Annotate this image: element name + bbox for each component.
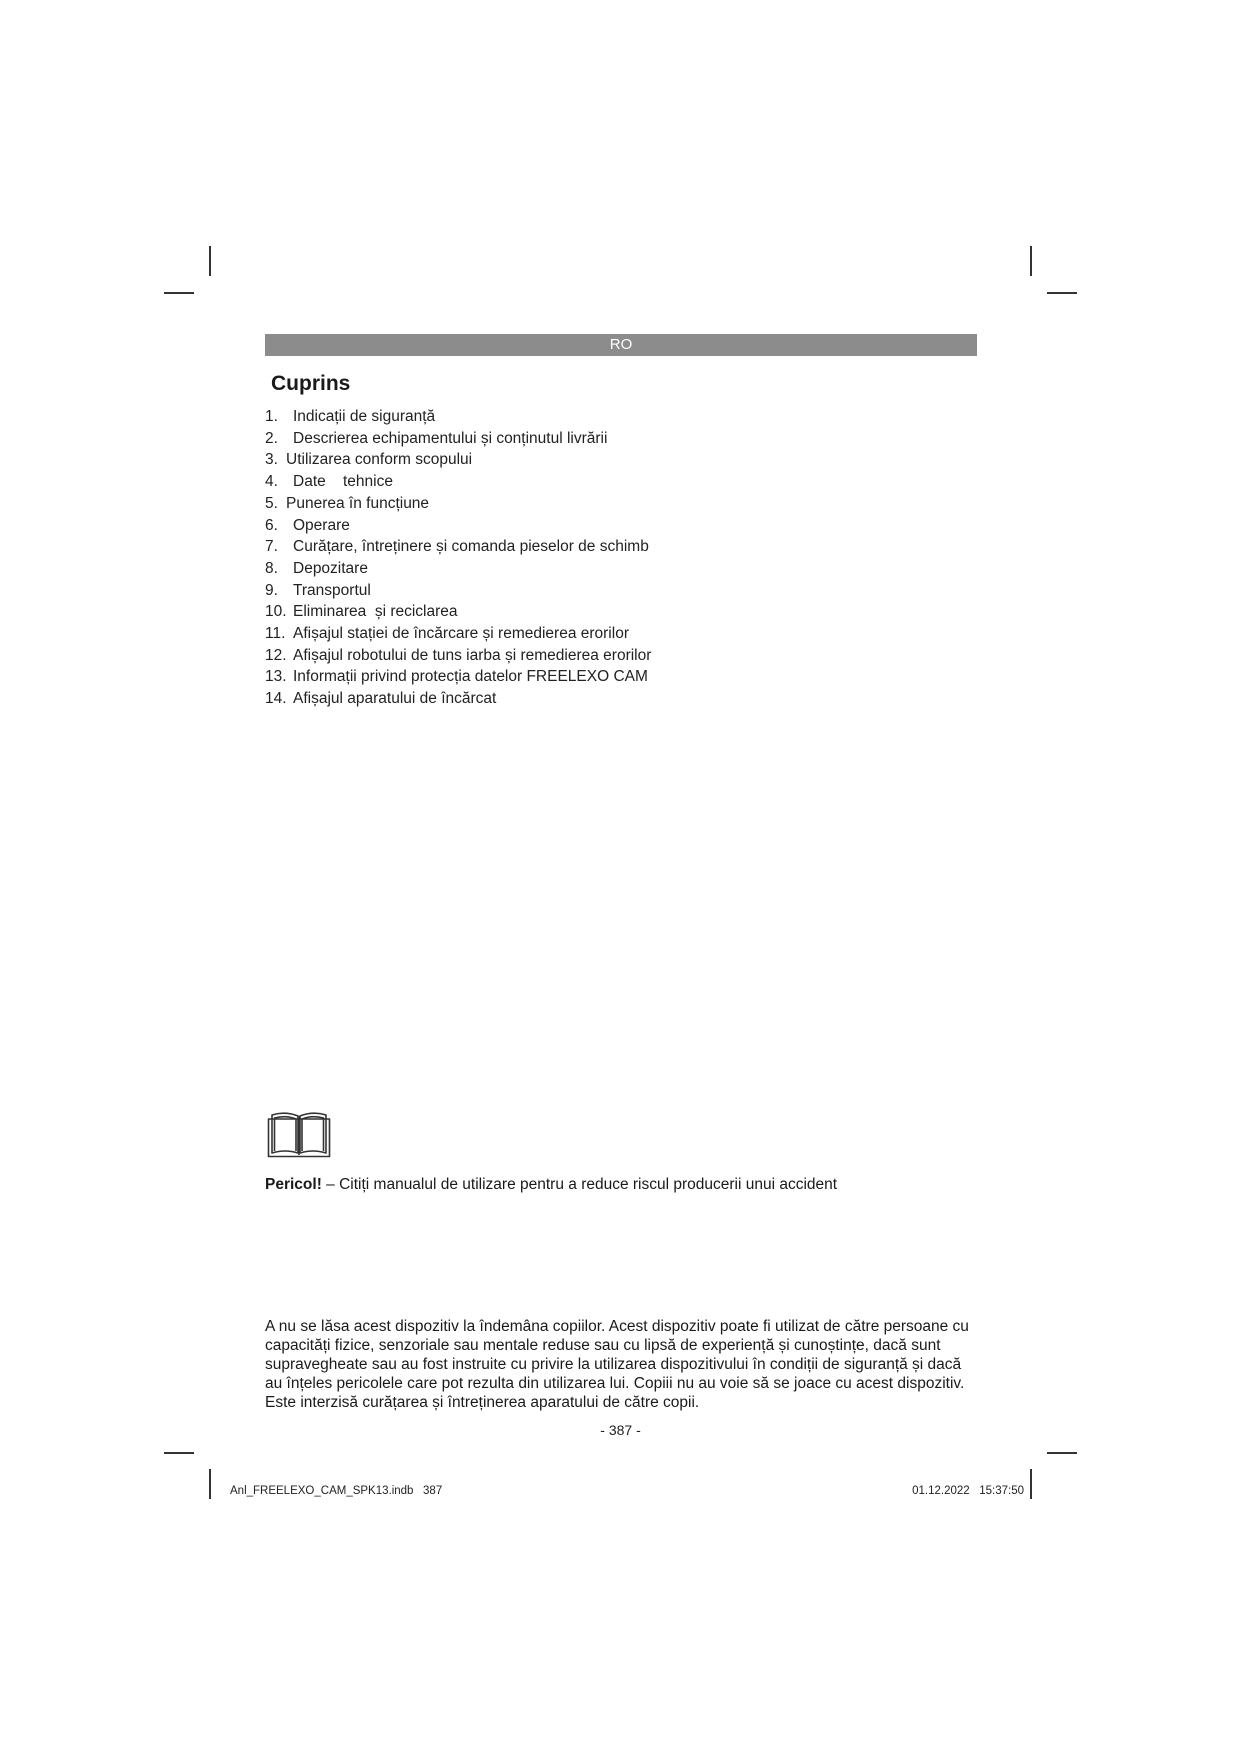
toc-item[interactable]: [265, 406, 651, 428]
toc-item-label: Operare: [293, 516, 350, 534]
toc-item-number: 6.: [265, 516, 278, 534]
toc-item-number: 2.: [265, 429, 278, 447]
toc-title: Cuprins: [271, 372, 351, 395]
toc-item[interactable]: [265, 666, 651, 688]
book-icon: [267, 1110, 331, 1158]
toc-item[interactable]: [265, 493, 651, 515]
toc-item-number: 5.: [265, 494, 278, 512]
crop-mark-top-left-horizontal: [164, 292, 194, 294]
language-header-bar: [265, 334, 977, 356]
toc-item-label: Afișajul robotului de tuns iarba și remedierea erorilor: [293, 646, 652, 664]
toc-item-number: 14.: [265, 690, 287, 708]
toc-item-label: Date tehnice: [293, 473, 393, 491]
toc-item-number: 1.: [265, 408, 278, 425]
safety-paragraph: A nu se lăsa acest dispozitiv la îndemâna copiilor. Acest dispozitiv poate fi utilizat de către persoane cu capacități fizice, senzoriale sau mentale reduse sau cu lipsă de experiență și cunoștințe, dacă sunt supravegheate sau au fost instruite cu privire la utilizarea dispozitivului în condiții de siguranță și dacă au înțeles pericolele care pot rezulta din utilizarea lui. Copiii nu au voie să se joace cu acest dispozitiv. Este interzisă curățarea și întreținerea aparatului de către copii.: [265, 1318, 969, 1411]
crop-mark-bottom-right-horizontal: [1047, 1452, 1077, 1454]
toc-item[interactable]: [265, 558, 651, 580]
toc-item[interactable]: [265, 449, 651, 471]
toc-item-number: 11.: [265, 625, 286, 643]
footer-timestamp: 01.12.2022 15:37:50: [912, 1485, 1024, 1497]
toc-item-number: 4.: [265, 473, 278, 491]
toc-item[interactable]: [265, 471, 651, 493]
toc-item[interactable]: [265, 623, 651, 645]
toc-item[interactable]: [265, 601, 651, 623]
toc-item-label: Descrierea echipamentului și conținutul livrării: [293, 429, 608, 447]
toc-item-label: Transportul: [293, 581, 371, 599]
toc-item-label: Curățare, întreținere și comanda pieselor de schimb: [293, 538, 649, 556]
crop-mark-bottom-left-horizontal: [164, 1452, 194, 1454]
toc-item[interactable]: [265, 580, 651, 602]
toc-item-number: 8.: [265, 559, 278, 577]
toc-item-label: Informații privind protecția datelor FREELEXO CAM: [293, 668, 648, 686]
footer-file-name: Anl_FREELEXO_CAM_SPK13.indb 387: [230, 1485, 443, 1497]
toc-item[interactable]: [265, 428, 651, 450]
warning-text: – Citiți manualul de utilizare pentru a reduce riscul producerii unui accident: [321, 1176, 838, 1193]
danger-warning: [265, 1176, 837, 1194]
toc-item-number: 7.: [265, 538, 278, 556]
toc-item[interactable]: [265, 645, 651, 667]
toc-item-label: Punerea în funcțiune: [286, 494, 430, 512]
crop-mark-top-right-horizontal: [1047, 292, 1077, 294]
toc-item-number: 3.: [265, 451, 278, 469]
toc-item-number: 13.: [265, 668, 287, 686]
toc-item[interactable]: [265, 536, 651, 558]
toc-item-label: Afișajul aparatului de încărcat: [293, 690, 497, 708]
toc-item[interactable]: [265, 515, 651, 537]
page-number: - 387 -: [600, 1422, 641, 1438]
language-tag: RO: [609, 336, 633, 353]
toc-item-number: 10.: [265, 603, 287, 621]
toc-item-label: Indicații de siguranță: [293, 408, 436, 425]
toc-item-label: Depozitare: [293, 559, 368, 577]
toc-item-number: 12.: [265, 646, 287, 664]
warning-label: Pericol!: [265, 1176, 322, 1193]
crop-mark-top-right-vertical: [1030, 246, 1032, 276]
crop-mark-bottom-left-vertical: [209, 1469, 211, 1499]
toc-item-label: Utilizarea conform scopului: [286, 451, 473, 469]
toc-item[interactable]: [265, 688, 651, 710]
toc-item-number: 9.: [265, 581, 278, 599]
table-of-contents: [265, 406, 651, 710]
crop-mark-top-left-vertical: [209, 246, 211, 276]
toc-item-label: Afișajul stației de încărcare și remedierea erorilor: [293, 625, 629, 643]
toc-item-label: Eliminarea și reciclarea: [293, 603, 458, 621]
crop-mark-bottom-right-vertical: [1030, 1469, 1032, 1499]
